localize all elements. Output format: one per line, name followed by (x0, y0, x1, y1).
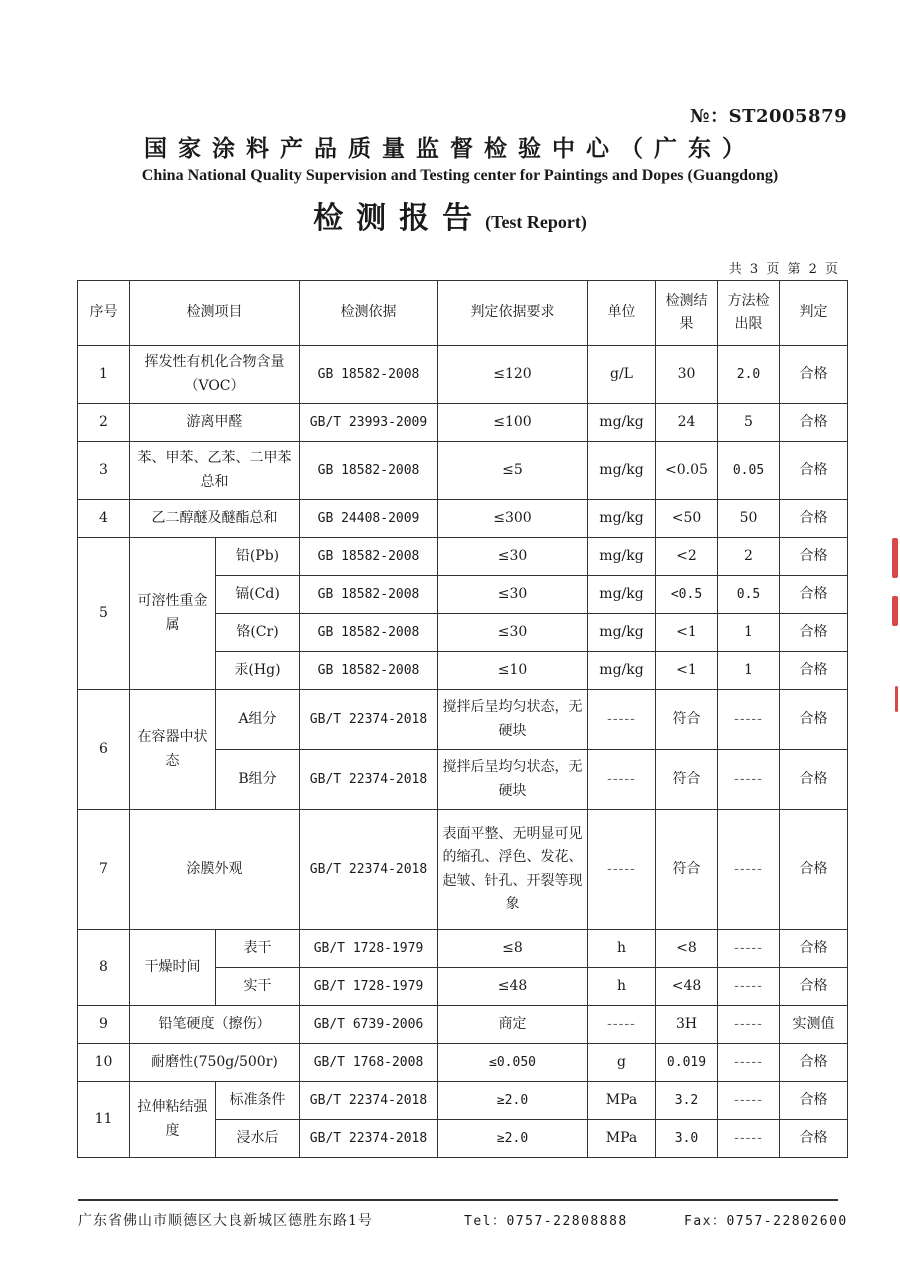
cell-unit: mg/kg (588, 576, 656, 614)
cell-subitem: 镉(Cd) (216, 576, 300, 614)
cell-limit: ----- (718, 930, 780, 968)
cell-requirement: 搅拌后呈均匀状态，无硬块 (438, 690, 588, 750)
table-row (78, 442, 848, 500)
cell-limit: ----- (718, 1082, 780, 1120)
cell-group: 干燥时间 (130, 930, 216, 1006)
table-row (78, 1082, 848, 1120)
cell-unit: g/L (588, 346, 656, 404)
cell-judgment: 合格 (780, 1120, 848, 1158)
cell-judgment: 合格 (780, 1044, 848, 1082)
table-row (78, 500, 848, 538)
footer-address: 广东省佛山市顺德区大良新城区德胜东路1号 (78, 1213, 373, 1229)
cell-seq: 7 (78, 810, 130, 930)
cell-unit: g (588, 1044, 656, 1082)
cell-judgment: 合格 (780, 500, 848, 538)
cell-item: 耐磨性(750g/500r) (130, 1044, 300, 1082)
report-title (0, 193, 900, 237)
cell-basis: GB 18582-2008 (300, 576, 438, 614)
table-row (78, 810, 848, 930)
organization-name-en: China National Quality Supervision and Testing center for Paintings and Dopes (Guangdong) (141, 167, 779, 184)
table-header-row (78, 281, 848, 346)
cell-item: 铅笔硬度（擦伤） (130, 1006, 300, 1044)
cell-basis: GB 24408-2009 (300, 500, 438, 538)
cell-result: <1 (656, 614, 718, 652)
cell-basis: GB/T 22374-2018 (300, 1120, 438, 1158)
cell-result: 0.019 (656, 1044, 718, 1082)
cell-item: 游离甲醛 (130, 404, 300, 442)
cell-subitem: 浸水后 (216, 1120, 300, 1158)
cell-judgment: 合格 (780, 404, 848, 442)
cell-result: 30 (656, 346, 718, 404)
cell-judgment: 合格 (780, 538, 848, 576)
cell-requirement: ≤10 (438, 652, 588, 690)
cell-limit: ----- (718, 750, 780, 810)
cell-basis: GB/T 23993-2009 (300, 404, 438, 442)
table-row (78, 346, 848, 404)
header-unit: 单位 (588, 281, 656, 346)
cell-requirement: ≤30 (438, 538, 588, 576)
page-info: 共 3 页 第 2 页 (728, 262, 840, 277)
cell-subitem: 表干 (216, 930, 300, 968)
cell-result: 24 (656, 404, 718, 442)
cell-seq: 10 (78, 1044, 130, 1082)
cell-requirement: ≤5 (438, 442, 588, 500)
test-results-table (77, 280, 848, 1158)
cell-basis: GB 18582-2008 (300, 614, 438, 652)
cell-unit: ----- (588, 810, 656, 930)
cell-judgment: 合格 (780, 810, 848, 930)
cell-requirement: ≥2.0 (438, 1120, 588, 1158)
header-limit: 方法检出限 (718, 281, 780, 346)
cell-group: 可溶性重金属 (130, 538, 216, 690)
cell-subitem: 铬(Cr) (216, 614, 300, 652)
cell-judgment: 合格 (780, 576, 848, 614)
cell-unit: mg/kg (588, 442, 656, 500)
cell-basis: GB/T 1768-2008 (300, 1044, 438, 1082)
cell-result: <0.05 (656, 442, 718, 500)
cell-result: 3.2 (656, 1082, 718, 1120)
table-row (78, 538, 848, 576)
cell-judgment: 合格 (780, 442, 848, 500)
cell-seq: 11 (78, 1082, 130, 1158)
cell-requirement: ≤30 (438, 576, 588, 614)
cell-unit: mg/kg (588, 404, 656, 442)
cell-unit: ----- (588, 750, 656, 810)
cell-basis: GB/T 22374-2018 (300, 750, 438, 810)
cell-requirement: 表面平整、无明显可见的缩孔、浮色、发花、起皱、针孔、开裂等现象 (438, 810, 588, 930)
cell-group: 拉伸粘结强度 (130, 1082, 216, 1158)
cell-requirement: ≤120 (438, 346, 588, 404)
cell-result: <8 (656, 930, 718, 968)
cell-limit: 0.05 (718, 442, 780, 500)
cell-unit: ----- (588, 1006, 656, 1044)
header-item: 检测项目 (130, 281, 300, 346)
cell-result: 符合 (656, 810, 718, 930)
cell-limit: 50 (718, 500, 780, 538)
cell-subitem: 标准条件 (216, 1082, 300, 1120)
cell-judgment: 合格 (780, 968, 848, 1006)
cell-judgment: 合格 (780, 930, 848, 968)
cell-limit: ----- (718, 1044, 780, 1082)
cell-seq: 3 (78, 442, 130, 500)
table-row (78, 1044, 848, 1082)
header-basis: 检测依据 (300, 281, 438, 346)
cell-seq: 9 (78, 1006, 130, 1044)
cell-limit: ----- (718, 1120, 780, 1158)
cell-limit: 1 (718, 652, 780, 690)
cell-group: 在容器中状态 (130, 690, 216, 810)
table-row (78, 690, 848, 750)
seal-fragment (892, 596, 898, 626)
cell-requirement: ≤30 (438, 614, 588, 652)
cell-subitem: B组分 (216, 750, 300, 810)
cell-judgment: 合格 (780, 614, 848, 652)
cell-requirement: ≤100 (438, 404, 588, 442)
table-row (78, 1006, 848, 1044)
cell-limit: ----- (718, 968, 780, 1006)
cell-seq: 6 (78, 690, 130, 810)
organization-name-cn: 国家涂料产品质量监督检验中心（广东） (144, 135, 756, 162)
cell-item: 涂膜外观 (130, 810, 300, 930)
cell-unit: h (588, 930, 656, 968)
cell-requirement: ≤8 (438, 930, 588, 968)
cell-basis: GB/T 6739-2006 (300, 1006, 438, 1044)
cell-result: 符合 (656, 750, 718, 810)
footer-tel: Tel：0757-22808888 (464, 1214, 628, 1229)
cell-requirement: ≤0.050 (438, 1044, 588, 1082)
table-row (78, 930, 848, 968)
cell-judgment: 合格 (780, 346, 848, 404)
report-title-en: (Test Report) (485, 212, 587, 232)
cell-limit: ----- (718, 1006, 780, 1044)
footer-fax: Fax：0757-22802600 (684, 1214, 848, 1229)
cell-requirement: 搅拌后呈均匀状态，无硬块 (438, 750, 588, 810)
cell-subitem: 铅(Pb) (216, 538, 300, 576)
cell-item: 苯、甲苯、乙苯、二甲苯总和 (130, 442, 300, 500)
cell-judgment: 合格 (780, 1082, 848, 1120)
cell-limit: ----- (718, 810, 780, 930)
cell-requirement: ≥2.0 (438, 1082, 588, 1120)
cell-unit: ----- (588, 690, 656, 750)
header-result: 检测结果 (656, 281, 718, 346)
cell-unit: h (588, 968, 656, 1006)
cell-basis: GB 18582-2008 (300, 538, 438, 576)
cell-basis: GB/T 1728-1979 (300, 968, 438, 1006)
cell-result: 符合 (656, 690, 718, 750)
header-seq: 序号 (78, 281, 130, 346)
cell-result: 3H (656, 1006, 718, 1044)
cell-limit: 2 (718, 538, 780, 576)
cell-result: <0.5 (656, 576, 718, 614)
report-number: №：ST2005879 (690, 106, 848, 127)
cell-result: <2 (656, 538, 718, 576)
cell-basis: GB 18582-2008 (300, 442, 438, 500)
cell-seq: 4 (78, 500, 130, 538)
cell-subitem: A组分 (216, 690, 300, 750)
cell-result: <48 (656, 968, 718, 1006)
cell-basis: GB 18582-2008 (300, 652, 438, 690)
table-row (78, 404, 848, 442)
seal-fragment (895, 686, 898, 712)
cell-basis: GB/T 22374-2018 (300, 810, 438, 930)
cell-limit: 1 (718, 614, 780, 652)
footer-divider (78, 1199, 838, 1201)
cell-judgment: 合格 (780, 652, 848, 690)
cell-seq: 2 (78, 404, 130, 442)
cell-subitem: 实干 (216, 968, 300, 1006)
cell-limit: 0.5 (718, 576, 780, 614)
cell-limit: ----- (718, 690, 780, 750)
cell-result: <1 (656, 652, 718, 690)
report-title-cn: 检测报告 (313, 201, 486, 236)
cell-result: 3.0 (656, 1120, 718, 1158)
cell-seq: 8 (78, 930, 130, 1006)
cell-requirement: ≤300 (438, 500, 588, 538)
cell-judgment: 实测值 (780, 1006, 848, 1044)
seal-fragment (892, 538, 898, 578)
cell-judgment: 合格 (780, 750, 848, 810)
cell-basis: GB/T 1728-1979 (300, 930, 438, 968)
cell-unit: mg/kg (588, 652, 656, 690)
cell-judgment: 合格 (780, 690, 848, 750)
header-requirement: 判定依据要求 (438, 281, 588, 346)
cell-requirement: ≤48 (438, 968, 588, 1006)
cell-unit: MPa (588, 1120, 656, 1158)
header-judgment: 判定 (780, 281, 848, 346)
cell-item: 乙二醇醚及醚酯总和 (130, 500, 300, 538)
cell-basis: GB/T 22374-2018 (300, 1082, 438, 1120)
cell-requirement: 商定 (438, 1006, 588, 1044)
cell-unit: mg/kg (588, 614, 656, 652)
cell-seq: 5 (78, 538, 130, 690)
cell-unit: mg/kg (588, 538, 656, 576)
cell-basis: GB/T 22374-2018 (300, 690, 438, 750)
cell-unit: MPa (588, 1082, 656, 1120)
cell-subitem: 汞(Hg) (216, 652, 300, 690)
cell-item: 挥发性有机化合物含量（VOC） (130, 346, 300, 404)
cell-limit: 2.0 (718, 346, 780, 404)
cell-limit: 5 (718, 404, 780, 442)
cell-basis: GB 18582-2008 (300, 346, 438, 404)
cell-unit: mg/kg (588, 500, 656, 538)
cell-seq: 1 (78, 346, 130, 404)
cell-result: <50 (656, 500, 718, 538)
